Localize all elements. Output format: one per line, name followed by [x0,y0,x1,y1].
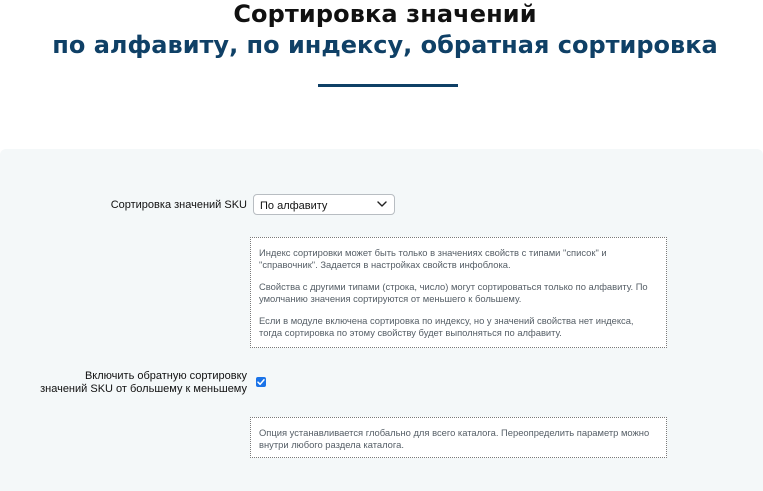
sort-values-select[interactable] [253,194,395,215]
reverse-sort-label-line2: значений SKU от большему к меньшему [40,383,247,395]
page-title: Сортировка значений [233,0,537,28]
reverse-sort-label-line1: Включить обратную сортировку [84,370,247,382]
reverse-hint-box [250,417,667,458]
reverse-sort-checkbox[interactable] [256,377,266,387]
page-subtitle: по алфавиту, по индексу, обратная сортировка [52,31,718,59]
chevron-down-icon [375,197,389,211]
reverse-hint-text: Опция устанавливается глобально для всего каталога. Переопределить параметр можно внутри любого раздела каталога. [259,427,650,450]
checkmark-icon [256,377,266,387]
sort-hint-text-3: Если в модуле включена сортировка по индексу, но у значений свойства нет индекса, тогда сортировка по этому свойству будет выполняться по алфавиту. [259,315,634,338]
sort-values-selected: По алфавиту [260,200,328,212]
sort-hint-box [250,237,667,348]
reverse-sort-label [20,370,247,396]
title-divider [318,84,458,87]
sort-values-label: Сортировка значений SKU [110,199,247,211]
sort-hint-text-2: Свойства с другими типами (строка, число) могут сортироваться только по алфавиту. По умолчанию значения сортируются от меньшего к большему. [259,281,648,304]
sort-hint-text-1: Индекс сортировки может быть только в значениях свойств с типами "список" и "справочник". Задается в настройках свойств инфоблока. [259,247,607,270]
